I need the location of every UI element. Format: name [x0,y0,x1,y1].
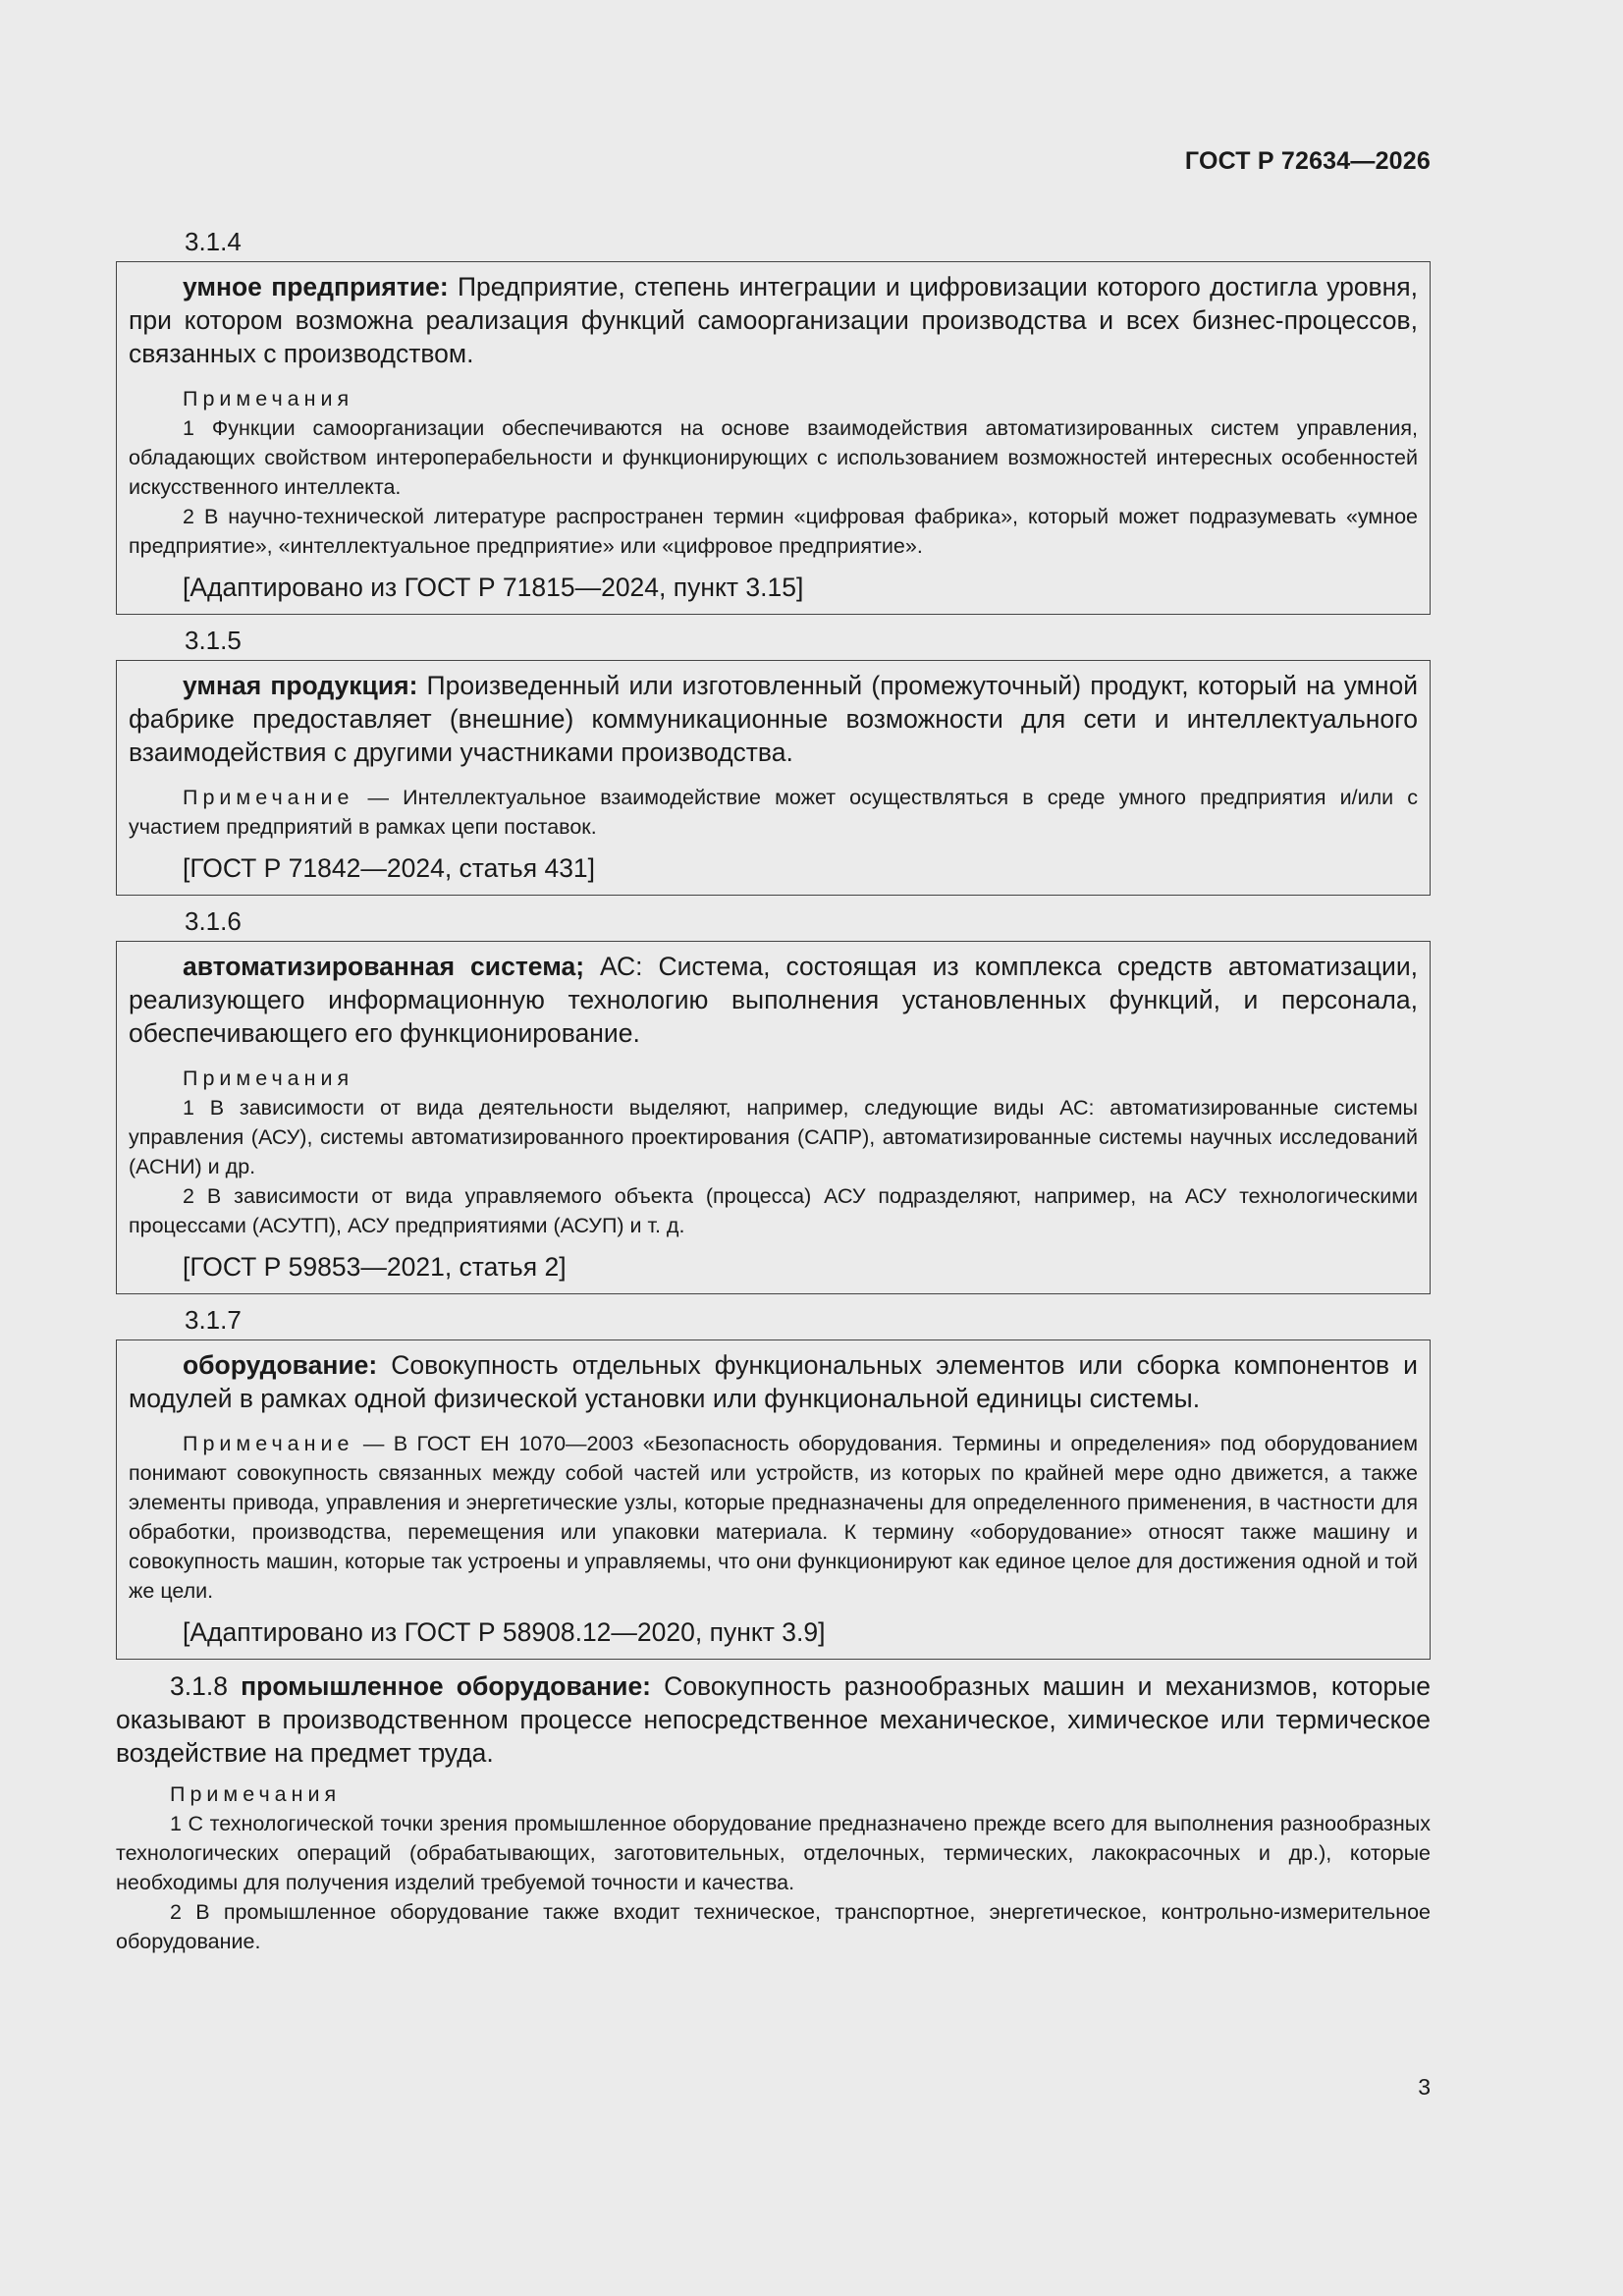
section-number: 3.1.5 [185,626,242,655]
source-reference: [ГОСТ Р 59853—2021, статья 2] [183,1252,567,1282]
source-reference: [Адаптировано из ГОСТ Р 71815—2024, пункт 3.15] [183,573,804,602]
page-number: 3 [1418,2074,1431,2100]
source-reference: [Адаптировано из ГОСТ Р 58908.12—2020, пункт 3.9] [183,1617,826,1647]
section-number: 3.1.6 [185,906,242,936]
note-label: Примечание [183,1432,354,1455]
notes-title: Примечания [170,1782,342,1806]
note [129,783,1418,842]
note: 2 В промышленное оборудование также входит техническое, транспортное, энергетическое, контрольно-измерительное оборудование. [116,1900,1431,1953]
definition [129,270,1418,370]
definition-text: АС: Система, состоящая из комплекса средств автоматизации, реализующего информационную технологию выполнения установленных функций, и персонала, обеспечивающего его функционирование. [129,952,1418,1048]
term-plain [116,1669,1431,1956]
term-box [116,261,1431,615]
notes-title: Примечания [183,1066,354,1090]
note [129,1429,1418,1606]
note: 1 С технологической точки зрения промышленное оборудование предназначено прежде всего для выполнения разнообразных технологических операций (обрабатывающих, заготовительных, отделочных, термических, лакокрасочных и др.), которые необходимы для получения изделий требуемой точности и качества. [116,1812,1431,1894]
term: умное предприятие: [183,272,449,301]
definition [116,1669,1431,1770]
term: оборудование: [183,1350,378,1380]
term: автоматизированная система; [183,952,585,981]
source-reference: [ГОСТ Р 71842—2024, статья 431] [183,853,596,883]
definition-text: Совокупность отдельных функциональных элементов или сборка компонентов и модулей в рамках одной физической установки или функциональной единицы системы. [129,1350,1418,1413]
notes-title: Примечания [183,387,354,410]
document-id: ГОСТ Р 72634—2026 [1184,147,1431,175]
definition [129,669,1418,769]
note-text: — В ГОСТ ЕН 1070—2003 «Безопасность оборудования. Термины и определения» под оборудованием понимают совокупность связанных между собой частей или устройств, из которых по крайней мере одно движется, а также элементы привода, управления и энергетические узлы, которые предназначены для определенного применения, в частности для обработки, производства, перемещения или упаковки материала. К термину «оборудование» относят также машину и совокупность машин, которые так устроены и управляемы, что они функционируют как единое целое для достижения одной и той же цели. [129,1432,1418,1603]
note: 1 В зависимости от вида деятельности выделяют, например, следующие виды АС: автоматизированные системы управления (АСУ), системы автоматизированного проектирования (САПР), автоматизированные системы научных исследований (АСНИ) и др. [129,1096,1418,1178]
section-number: 3.1.8 [170,1671,228,1701]
definition-text: Предприятие, степень интеграции и цифровизации которого достигла уровня, при котором возможна реализация функций самоорганизации производства и всех бизнес-процессов, связанных с производством. [129,272,1418,368]
note: 2 В научно-технической литературе распространен термин «цифровая фабрика», который может подразумевать «умное предприятие», «интеллектуальное предприятие» или «цифровое предприятие». [129,505,1418,558]
note-text: — Интеллектуальное взаимодействие может осуществляться в среде умного предприятия и/или с участием предприятий в рамках цепи поставок. [129,786,1418,839]
definition-text: Произведенный или изготовленный (промежуточный) продукт, который на умной фабрике предоставляет (внешние) коммуникационные возможности для сети и интеллектуального взаимодействия с другими участниками производства. [129,671,1419,767]
note: 2 В зависимости от вида управляемого объекта (процесса) АСУ подразделяют, например, на АСУ технологическими процессами (АСУТП), АСУ предприятиями (АСУП) и т. д. [129,1184,1418,1237]
note-label: Примечание [183,786,354,809]
section-number: 3.1.4 [185,227,242,256]
definition-text: Совокупность разнообразных машин и механизмов, которые оказывают в производственном процессе непосредственное механическое, химическое или термическое воздействие на предмет труда. [116,1671,1431,1768]
definition [129,950,1418,1050]
term-box [116,660,1431,896]
document-body [116,222,1431,1956]
note: 1 Функции самоорганизации обеспечиваются на основе взаимодействия автоматизированных систем управления, обладающих свойством интероперабельности и функционирующих с использованием возможностей интересных особенностей искусственного интеллекта. [129,416,1418,499]
term-box [116,941,1431,1294]
section-number: 3.1.7 [185,1305,242,1335]
term-box [116,1339,1431,1660]
term: умная продукция: [183,671,418,700]
term: промышленное оборудование: [241,1671,652,1701]
definition [129,1348,1418,1415]
